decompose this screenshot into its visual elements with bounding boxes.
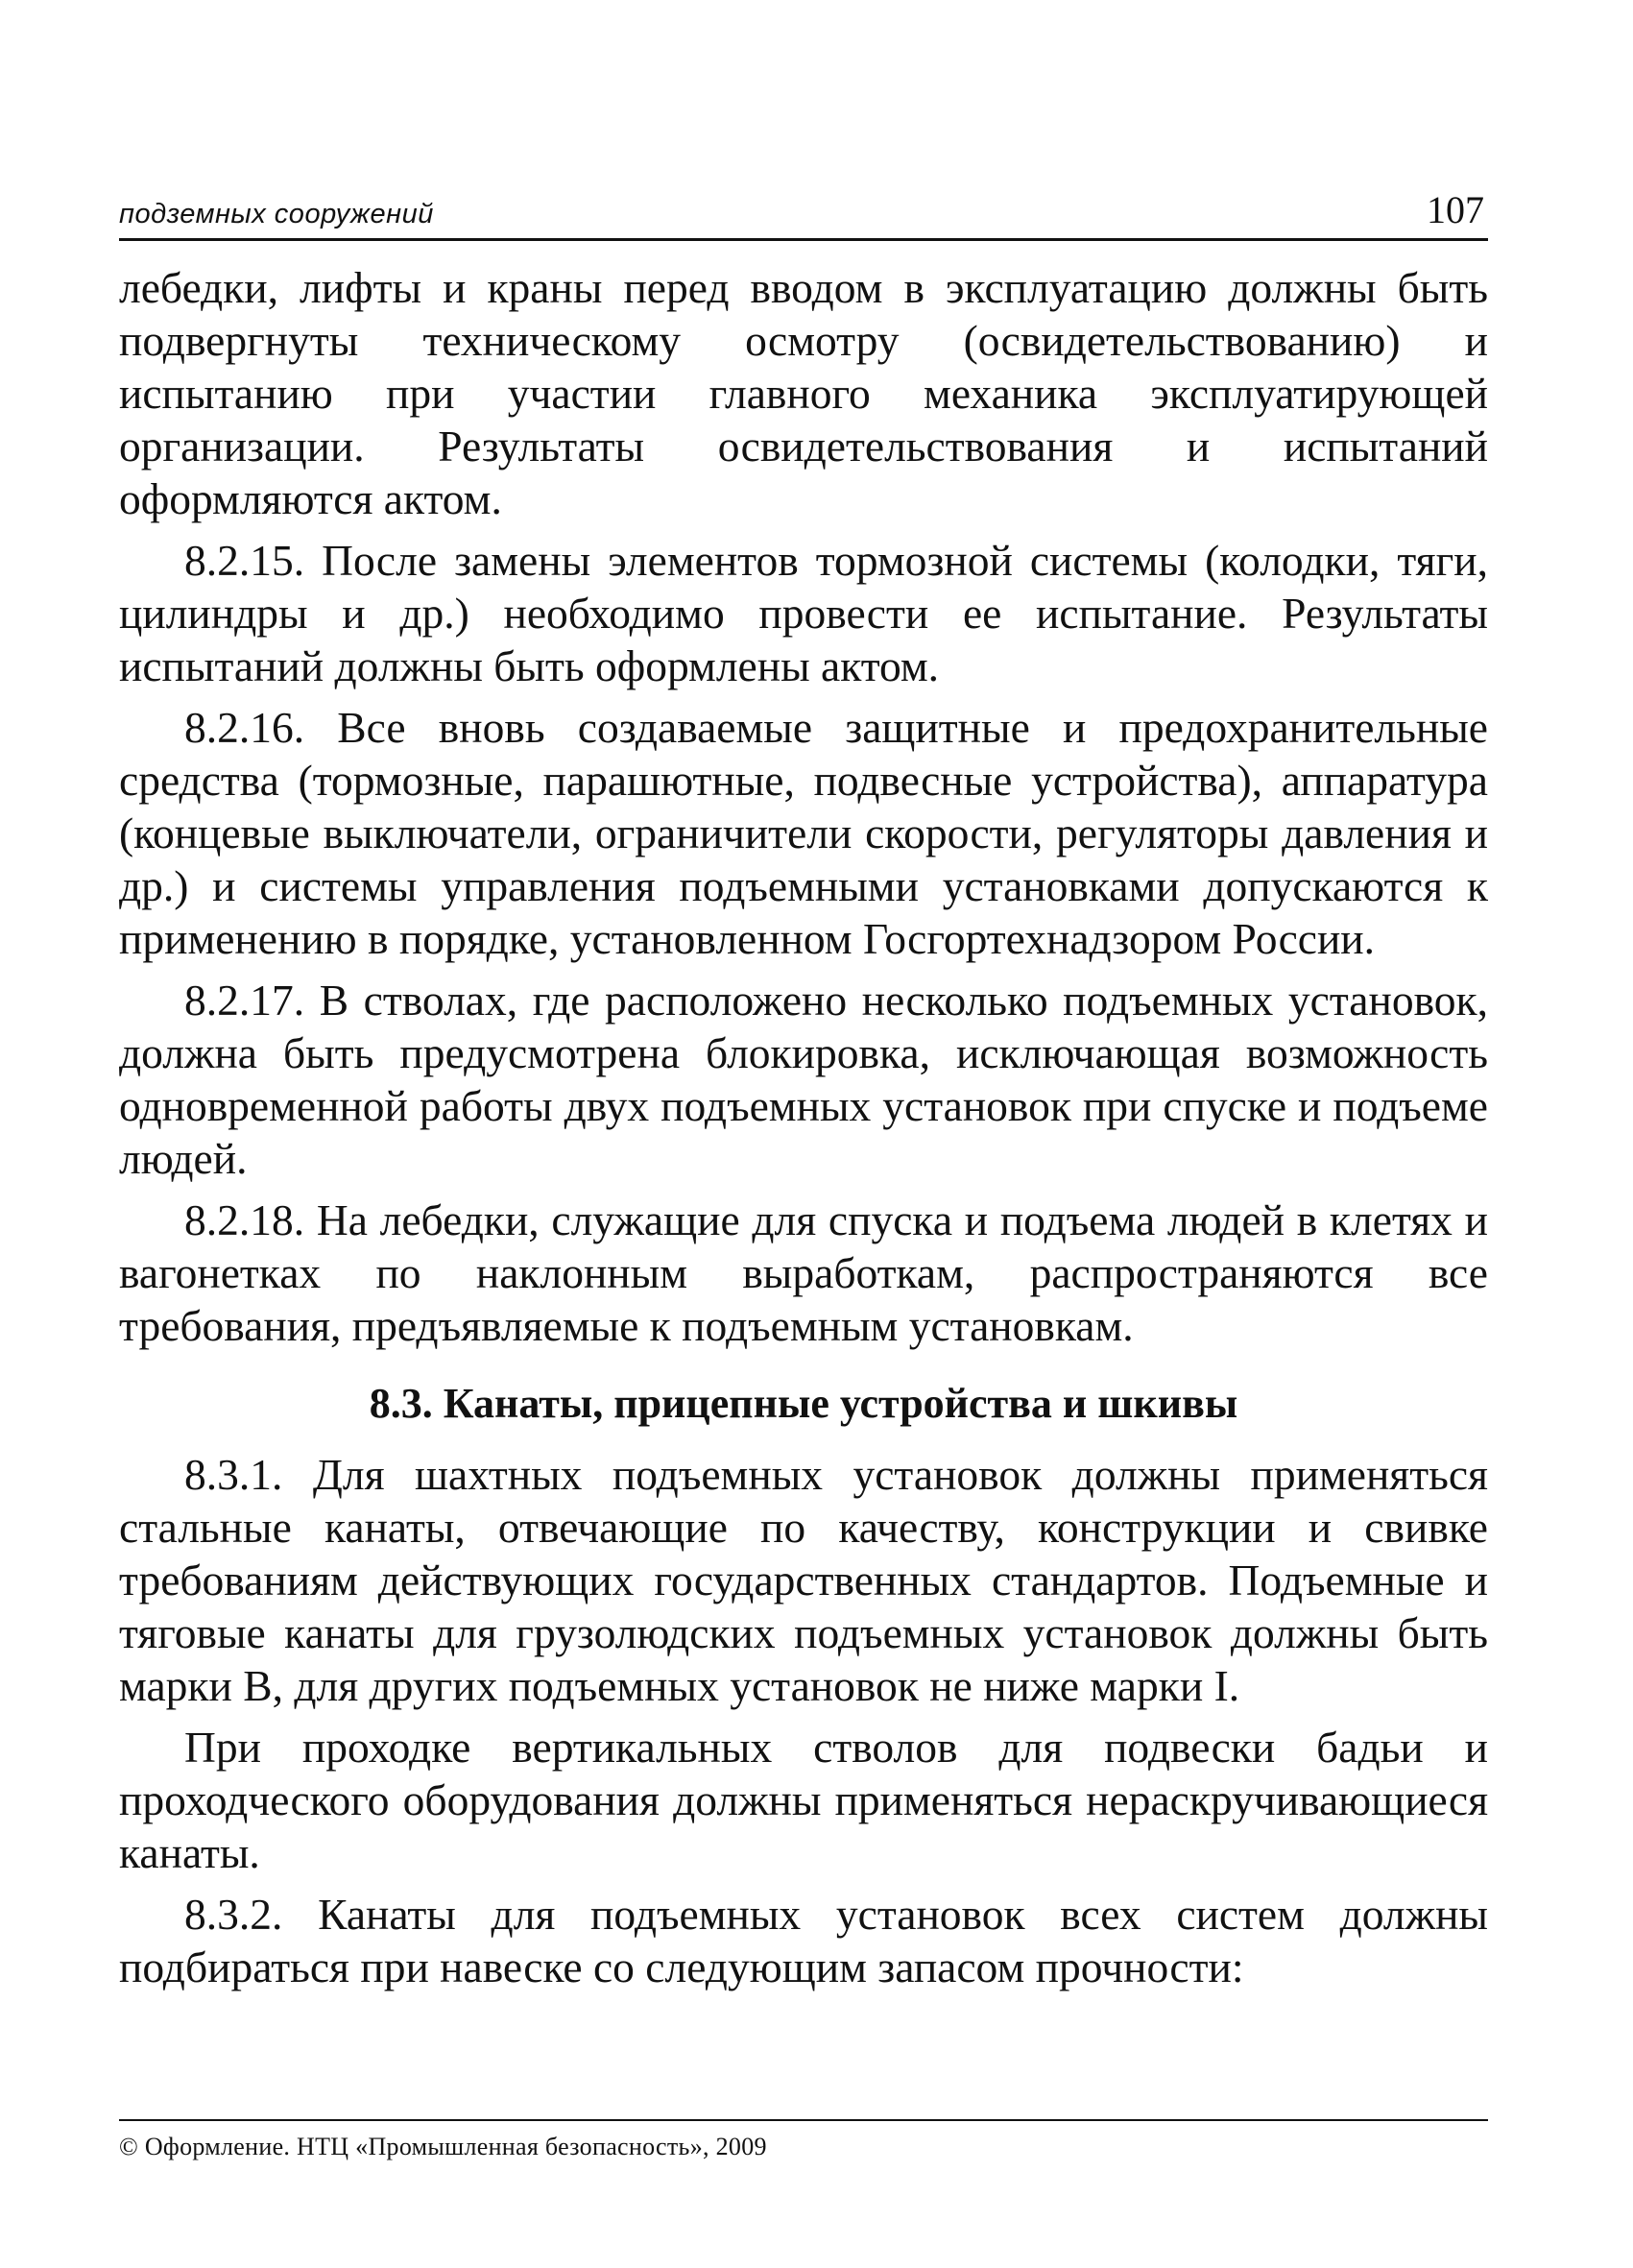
running-header [119,179,1488,241]
page-number: 107 [1427,188,1484,231]
footer [119,2119,1488,2161]
paragraph: При проходке вертикальных стволов для подвески бадьи и проходческого оборудования должны применяться нераскручивающиеся канаты. [119,1723,1488,1877]
paragraph: 8.3.2. Канаты для подъемных установок всех систем должны подбираться при навеске со следующим запасом прочности: [119,1890,1488,1991]
running-title: подземных сооружений [119,199,434,229]
paragraph: 8.2.16. Все вновь создаваемые защитные и предохранительные средства (тормозные, парашютные, подвесные устройства), аппаратура (концевые выключатели, ограничители скорости, регуляторы давления и др.) и системы управления подъемными установками допускаются к применению в порядке, установленном Госгортехнадзором России. [119,703,1488,963]
copyright-notice: © Оформление. НТЦ «Промышленная безопасность», 2009 [119,2133,767,2160]
section-heading: 8.3. Канаты, прицепные устройства и шкивы [369,1380,1238,1427]
paragraph: 8.3.1. Для шахтных подъемных установок должны применяться стальные канаты, отвечающие по качеству, конструкции и свивке требованиям действующих государственных стандартов. Подъемные и тяговые канаты для грузолюдских подъемных установок должны быть марки В, для других подъемных установок не ниже марки I. [119,1450,1488,1710]
paragraph: 8.2.17. В стволах, где расположено несколько подъемных установок, должна быть предусмотрена блокировка, исключающая возможность одновременной работы двух подъемных установок при спуске и подъеме людей. [119,976,1488,1183]
paragraph: 8.2.18. На лебедки, служащие для спуска и подъема людей в клетях и вагонетках по наклонным выработкам, распространяются все требования, предъявляемые к подъемным установкам. [119,1195,1488,1350]
body-text [119,261,1488,2002]
paragraph: лебедки, лифты и краны перед вводом в эксплуатацию должны быть подвергнуты техническому осмотру (освидетельствованию) и испытанию при участии главного механика эксплуатирующей организации. Результаты освидетельствования и испытаний оформляются актом. [119,263,1488,523]
document-page [119,0,1488,2268]
paragraph: 8.2.15. После замены элементов тормозной системы (колодки, тяги, цилиндры и др.) необходимо провести ее испытание. Результаты испытаний должны быть оформлены актом. [119,536,1488,690]
